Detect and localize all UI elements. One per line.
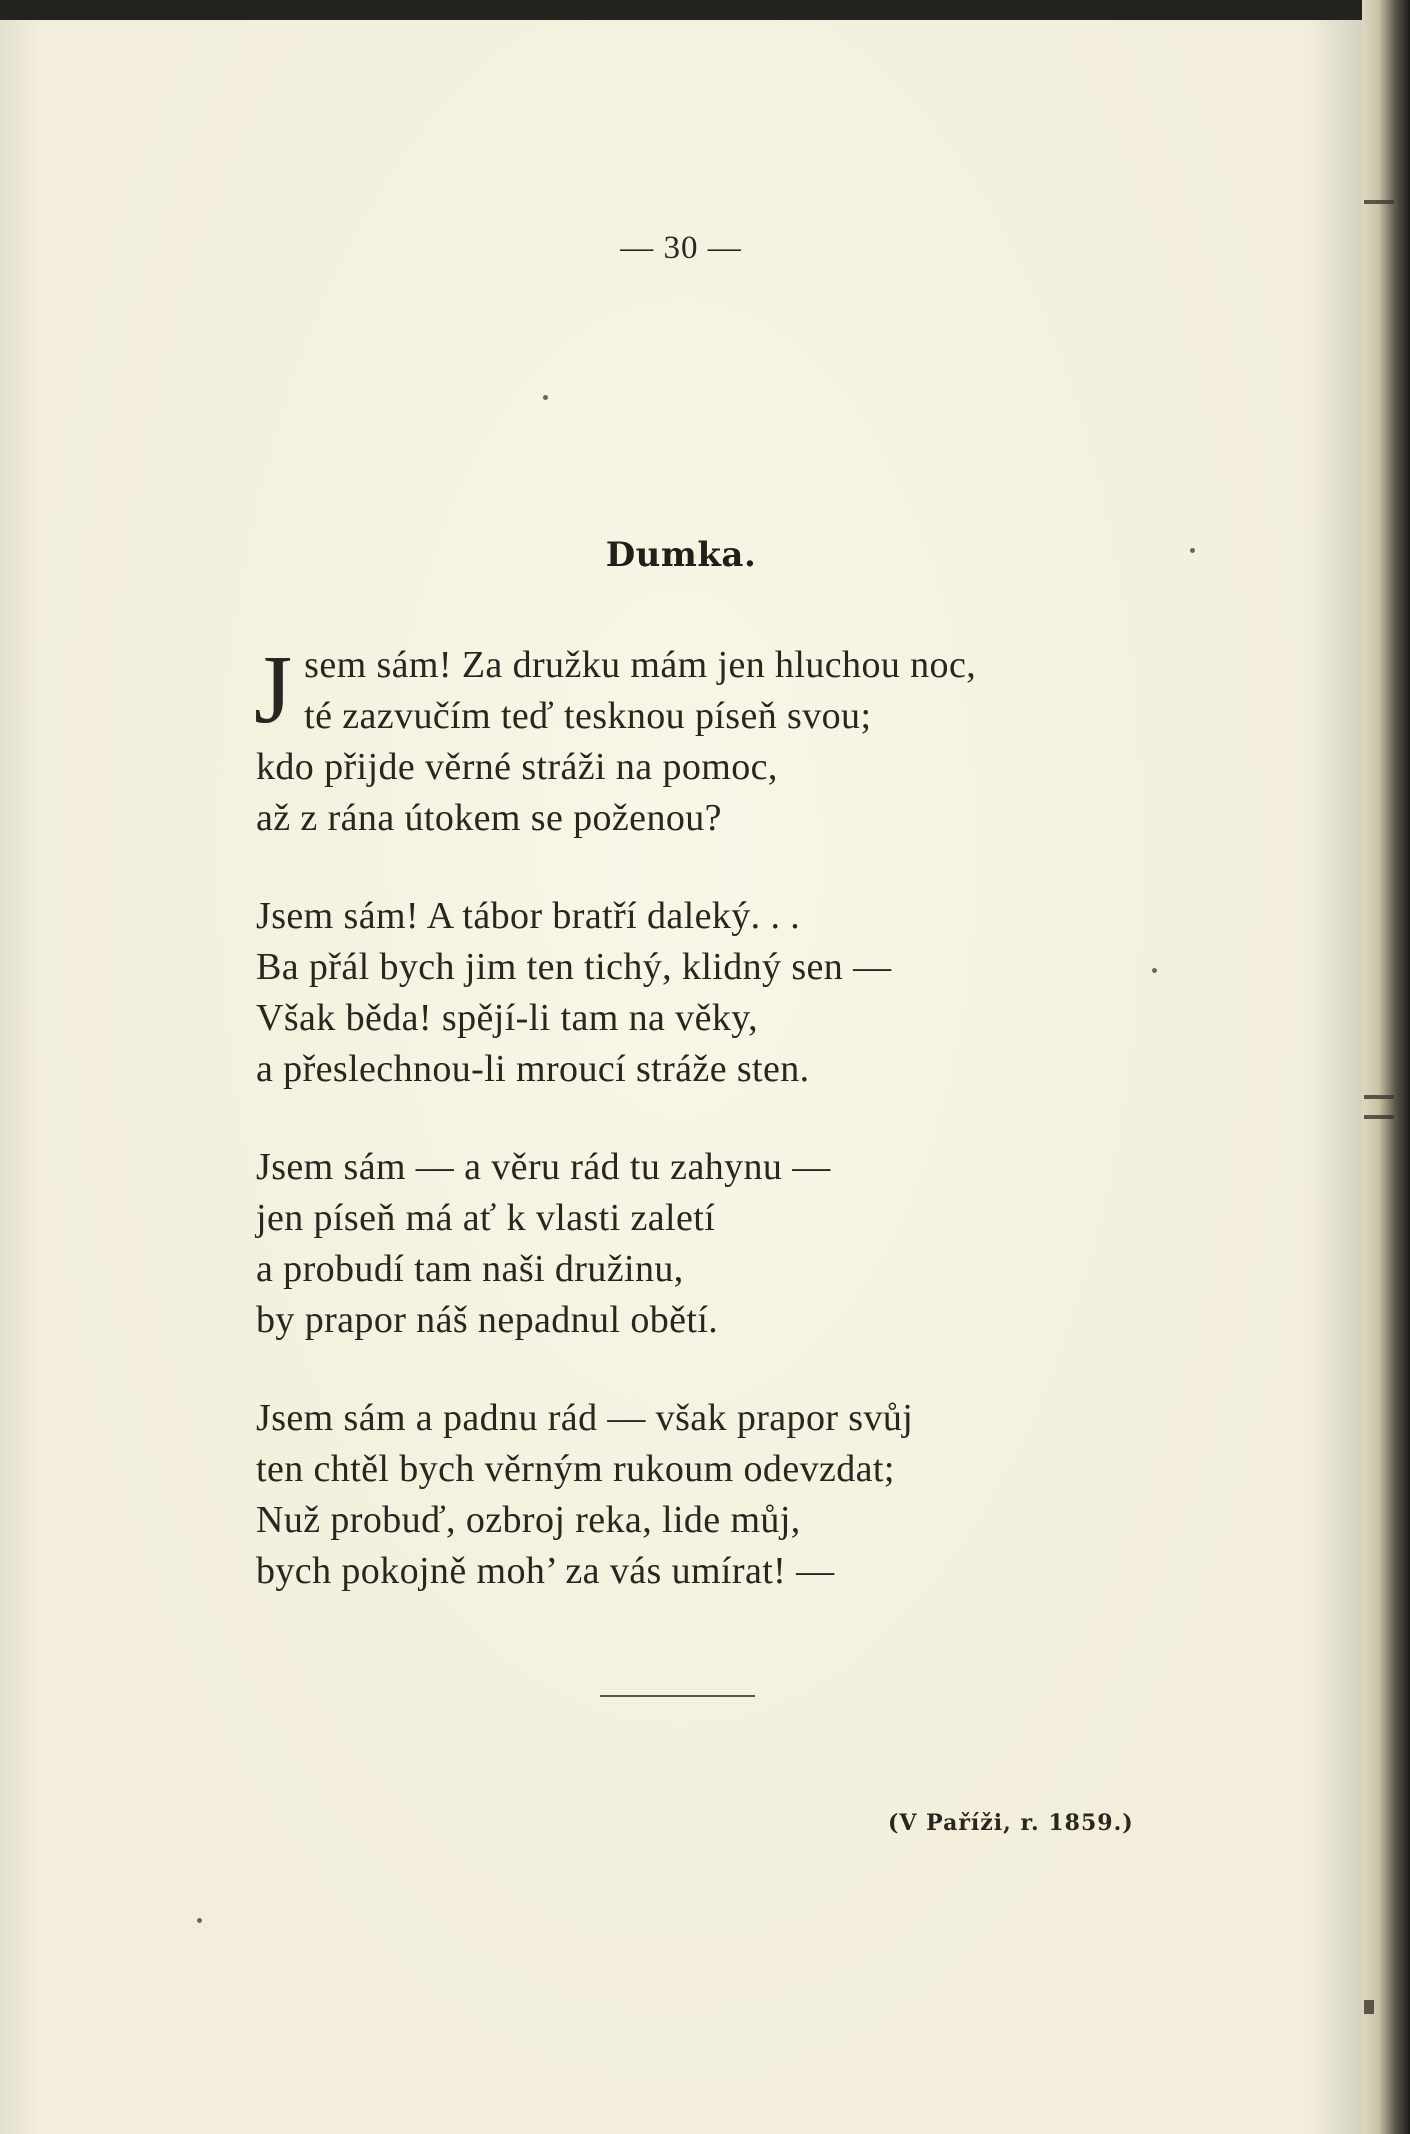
poem-line: jen píseň má ať k vlasti zaletí — [256, 1197, 716, 1239]
edge-mark — [1364, 1095, 1394, 1099]
stanza-4 — [256, 1393, 1156, 1597]
place-date-signature: (V Paříži, r. 1859.) — [888, 1810, 1134, 1836]
paper-speck — [1190, 548, 1195, 553]
paper-speck — [543, 395, 548, 400]
closing-rule — [600, 1695, 755, 1697]
poem-line: Jsem sám a padnu rád — však prapor svůj — [256, 1397, 914, 1439]
poem-line: kdo přijde věrné stráži na pomoc, — [256, 746, 778, 788]
edge-mark — [1364, 200, 1394, 204]
poem-line: bych pokojně moh’ za vás umírat! — — [256, 1550, 835, 1592]
poem-line: Jsem sám — a věru rád tu zahynu — — [256, 1146, 831, 1188]
paper-speck — [1152, 968, 1157, 973]
poem-line: Nuž probuď, ozbroj reka, lide můj, — [256, 1499, 801, 1541]
poem-title: Dumka. — [605, 535, 757, 575]
poem-line: Však běda! spějí-li tam na věky, — [256, 997, 759, 1039]
paper-speck — [197, 1918, 202, 1923]
page-number: — 30 — — [620, 230, 742, 266]
book-spine-edge — [1362, 0, 1410, 2134]
poem-line: a přeslechnou-li mroucí stráže sten. — [256, 1048, 810, 1090]
scan-border-top — [0, 0, 1410, 20]
poem-body — [254, 636, 1156, 1644]
poem-line: a probudí tam naši družinu, — [256, 1248, 684, 1290]
poem-line: sem sám! Za družku mám jen hluchou noc, — [304, 644, 977, 686]
edge-mark — [1364, 2000, 1374, 2014]
poem-line: by prapor náš nepadnul obětí. — [256, 1299, 719, 1341]
stanza-1 — [254, 636, 1156, 844]
poem-line: Jsem sám! A tábor bratří daleký. . . — [256, 895, 801, 937]
drop-cap: J — [254, 636, 293, 744]
edge-mark — [1364, 1115, 1394, 1119]
stanza-2 — [256, 891, 1156, 1095]
poem-line: té zazvučím teď tesknou píseň svou; — [304, 695, 872, 737]
poem-line: ten chtěl bych věrným rukoum odevzdat; — [256, 1448, 895, 1490]
stanza-3 — [256, 1142, 1156, 1346]
poem-line: až z rána útokem se poženou? — [256, 797, 722, 839]
poem-line: Ba přál bych jim ten tichý, klidný sen — — [256, 946, 892, 988]
